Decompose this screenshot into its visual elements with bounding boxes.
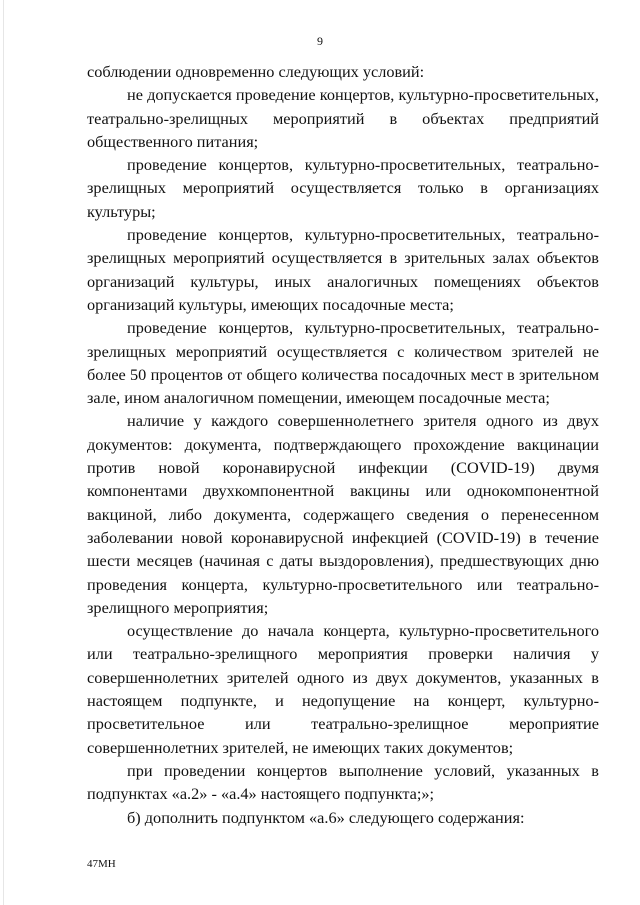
page-number: 9 [317,34,323,48]
scan-edge-line [3,0,4,905]
document-body [87,60,599,829]
footer-code: 47МН [87,858,116,870]
paragraph-condition-catering: не допускается проведение концертов, культурно-просветительных, театрально-зрелищных мероприятий в объектах предприятий общественного питания; [87,85,599,151]
paragraph-condition-capacity: проведение концертов, культурно-просветительных, театрально-зрелищных мероприятий осуществляется с количеством зрителей не более 50 процентов от общего количества посадочных мест в зрительном зале, ином аналогичном помещении, имеющем посадочные места; [87,318,599,408]
paragraph-condition-concerts: при проведении концертов выполнение условий, указанных в подпунктах «а.2» - «а.4» настоящего подпункта;»; [87,760,599,804]
paragraph-condition-checking: осуществление до начала концерта, культурно-просветительного или театрально-зрелищного мероприятия проверки наличия у совершеннолетних зрителей одного из двух документов, указанных в настоящем подпункте, и недопущение на концерт, культурно-просветительное или театрально-зрелищное мероприятие совершеннолетних зрителей, не имеющих таких документов; [87,621,599,757]
paragraph-condition-culture-orgs: проведение концертов, культурно-просветительных, театрально-зрелищных мероприятий осуществляется только в организациях культуры; [87,155,599,221]
paragraph-condition-documents: наличие у каждого совершеннолетнего зрителя одного из двух документов: документа, подтверждающего прохождение вакцинации против новой коронавирусной инфекции (COVID-19) двумя компонентами двухкомпонентной вакцины или однокомпонентной вакциной, либо документа, содержащего сведения о перенесенном заболевании новой коронавирусной инфекцией (COVID-19) в течение шести месяцев (начиная с даты выздоровления), предшествующих дню проведения концерта, культурно-просветительного или театрально-зрелищного мероприятия; [87,411,599,617]
paragraph-condition-halls: проведение концертов, культурно-просветительных, театрально-зрелищных мероприятий осуществляется в зрительных залах объектов организаций культуры, иных аналогичных помещениях объектов организаций культуры, имеющих посадочные места; [87,225,599,314]
paragraph-amendment-b: б) дополнить подпунктом «а.6» следующего содержания: [127,807,525,827]
paragraph-continuation: соблюдении одновременно следующих условий: [87,62,425,81]
